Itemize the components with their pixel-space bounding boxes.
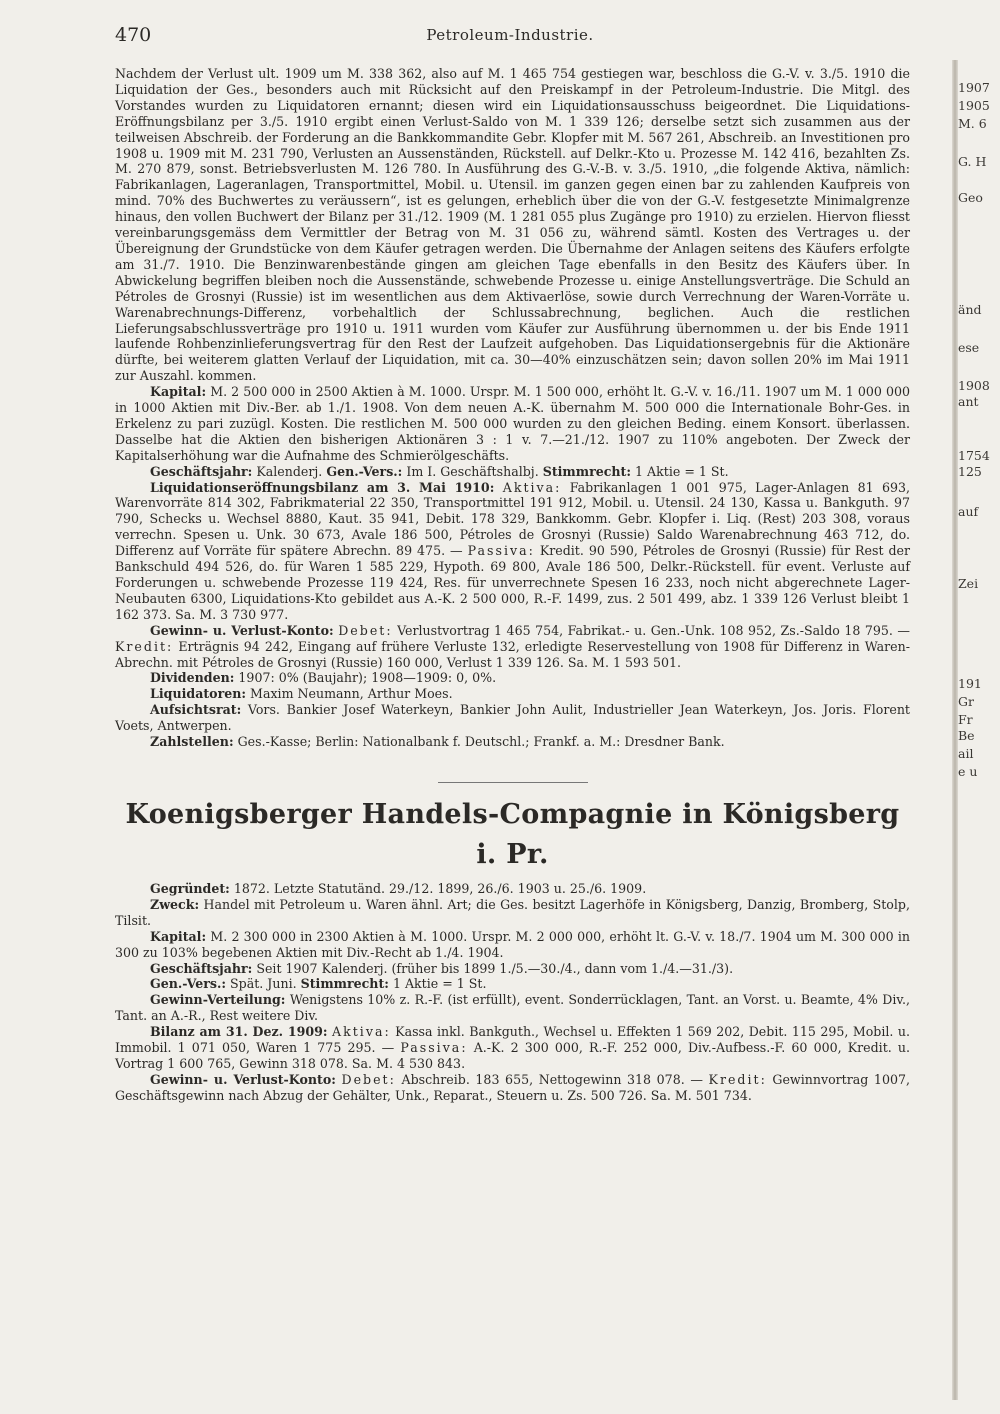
entry-gen-vers-2 [115, 976, 910, 992]
adjacent-page-strip [958, 80, 1000, 780]
entry-liquidationsbilanz [115, 480, 910, 623]
adjacent-fragment: auf [958, 504, 979, 519]
text-stimmrecht: 1 Aktie = 1 St. [635, 463, 729, 479]
word-debet-2: Debet: [341, 1071, 396, 1087]
adjacent-fragment: M. 6 [958, 116, 987, 131]
adjacent-fragment: ant [958, 394, 979, 409]
word-passiva: Passiva: [467, 543, 535, 559]
page-header [115, 24, 905, 50]
adjacent-fragment: ail [958, 746, 974, 761]
text-kapital-2: M. 2 300 000 in 2300 Aktien à M. 1000. Urspr. M. 2 000 000, erhöht lt. G.-V. v. 18./7. 1904 um M. 300 000 in 300 zu 103% begebenen Aktien mit Div.-Recht ab 1./4. 1904. [115, 928, 910, 960]
adjacent-fragment: Geo [958, 190, 983, 205]
adjacent-fragment: Fr [958, 712, 973, 727]
word-kredit: Kredit: [115, 638, 174, 654]
adjacent-fragment: 191 [958, 676, 982, 691]
text-gen-vers: Im I. Geschäftshalbj. [406, 463, 539, 479]
text-dividenden: 1907: 0% (Baujahr); 1908—1909: 0, 0%. [238, 670, 497, 686]
running-title: Petroleum-Industrie. [426, 26, 594, 44]
text-aktiva-2: Kassa inkl. Bankguth., Wechsel u. Effekten 1 569 202, Debit. 115 295, Mobil. u. Immobil. 1 071 050, Waren 1 775 295. — [115, 1024, 910, 1056]
adjacent-fragment: 1908 [958, 378, 990, 393]
label-kapital-2: Kapital: [150, 928, 207, 944]
adjacent-fragment: 1754 [958, 448, 990, 463]
adjacent-fragment: G. H [958, 154, 987, 169]
text-gegruendet: 1872. Letzte Statutänd. 29./12. 1899, 26./6. 1903 u. 25./6. 1909. [233, 880, 647, 896]
text-aufsichtsrat: Vors. Bankier Josef Waterkeyn, Bankier John Aulit, Industrieller Jean Waterkeyn, Jos. Joris. Florent Voets, Antwerpen. [115, 702, 910, 734]
word-passiva-2: Passiva: [400, 1040, 468, 1056]
entry-gewinn-verlust [115, 623, 910, 671]
label-gewinn-verlust: Gewinn- u. Verlust-Konto: [150, 622, 334, 638]
liquidation-paragraph: Nachdem der Verlust ult. 1909 um M. 338 362, also auf M. 1 465 754 gestiegen war, beschloss die G.-V. v. 3./5. 1910 die Liquidation der Ges., besonders auch mit Rücksicht auf den Preiskampf in der Petroleum-Industrie. Die Mitgl. des Vorstandes wurden zu Liquidatoren ernannt; diesen wird ein Liquidationsausschuss beigeordnet. Die Liquidations-Eröffnungsbilanz per 3./5. 1910 ergibt einen Verlust-Saldo von M. 1 339 126; derselbe setzt sich zusammen aus der teilweisen Abschreib. der Forderung an die Bankkommandite Gebr. Klopfer mit M. 567 261, Abschreib. an Investitionen pro 1908 u. 1909 mit M. 231 790, Verlusten an Aussenständen, Rückstell. auf Delkr.-Kto u. Prozesse M. 142 416, bezahlten Zs. M. 270 879, sonst. Betriebsverlusten M. 126 780. In Ausführung des G.-V.-B. v. 3./5. 1910, „die folgende Aktiva, nämlich: Fabrikanlagen, Lageranlagen, Transportmittel, Mobil. u. Utensil. im ganzen gegen einen bar zu zahlenden Kaufpreis von mind. 70% des Buchwertes zu veräussern“, ist es gelungen, erheblich über die von der G.-V. festgesetzte Minimalgrenze hinaus, den vollen Buchwert der Bilanz per 31./12. 1909 (M. 1 281 055 plus Zugänge pro 1910) zu erzielen. Hiervon fliesst vereinbarungsgemäss dem Vermittler der Betrag von M. 31 056 zu, während sämtl. Kosten des Vertrages u. der Übereignung der Grundstücke von dem Käufer getragen werden. Die Übernahme der Anlagen seitens des Käufers erfolgte am 31./7. 1910. Die Benzinwarenbestände gingen am gleichen Tage ebenfalls in den Besitz des Käufers über. In Abwickelung begriffen bleiben noch die Aussenstände, schwebende Prozesse u. einige Anstellungsverträge. Die Schuld an Pétroles de Grosnyi (Russie) ist im wesentlichen aus dem Aktivaerlöse, sowie durch Verrechnung der Waren-Vorräte u. Warenabrechnungs-Differenz, vorbehaltlich der Schlussabrechnung, beglichen. Auch die restlichen Lieferungsabschlussverträge pro 1910 u. 1911 wurden vom Käufer zur Ausführung übernommen u. der bis Ende 1911 laufende Rohbenzinlieferungsvertrag für den Rest der Laufzeit aufgehoben. Das Liquidationsergebnis für die Aktionäre dürfte, bei weiterem glatten Verlauf der Liquidation, mit ca. 30—40% einzuschätzen sein; davon sollen 20% im Mai 1911 zur Auszahl. kommen. [115, 66, 910, 384]
label-gegruendet: Gegründet: [150, 880, 230, 896]
label-aufsichtsrat: Aufsichtsrat: [150, 702, 242, 718]
label-bilanz: Bilanz am 31. Dez. 1909: [150, 1024, 328, 1040]
page-body [115, 66, 910, 1104]
entry-gewinn-verteilung [115, 992, 910, 1024]
entry-kapital [115, 384, 910, 464]
entry-zahlstellen [115, 734, 910, 750]
adjacent-fragment: Zei [958, 576, 979, 591]
label-liquidatoren: Liquidatoren: [150, 686, 247, 702]
section-divider [438, 782, 588, 783]
adjacent-fragment: Be [958, 728, 975, 743]
text-geschaeftsjahr-2: Seit 1907 Kalenderj. (früher bis 1899 1./5.—30./4., dann vom 1./4.—31./3). [256, 960, 734, 976]
label-geschaeftsjahr-2: Geschäftsjahr: [150, 960, 253, 976]
entry-zweck [115, 897, 910, 929]
text-geschaeftsjahr: Kalenderj. [256, 463, 323, 479]
text-gewinn-verteilung: Wenigstens 10% z. R.-F. (ist erfüllt), event. Sonderrücklagen, Tant. an Vorst. u. Beamte, 4% Div., Tant. an A.-R., Rest weitere Div. [115, 992, 910, 1024]
word-aktiva: Aktiva: [502, 479, 562, 495]
entry-dividenden [115, 670, 910, 686]
text-kredit-2: Gewinnvortrag 1007, Geschäftsgewinn nach Abzug der Gehälter, Unk., Reparat., Steuern u. Zs. 500 726. Sa. M. 501 734. [115, 1071, 910, 1103]
company-title: Koenigsberger Handels-Compagnie in Königsberg i. Pr. [125, 798, 900, 870]
text-stimmrecht-2: 1 Aktie = 1 St. [392, 976, 487, 992]
label-geschaeftsjahr: Geschäftsjahr: [150, 463, 253, 479]
label-gewinn-verlust-2: Gewinn- u. Verlust-Konto: [150, 1071, 336, 1087]
text-passiva: Kredit. 90 590, Pétroles de Grosnyi (Russie) für Rest der Bankschuld 494 526, do. für Waren 1 585 229, Hypoth. 69 800, Avale 186 500, Delkr.-Rückstell. für event. Verluste auf Forderungen u. schwebende Prozesse 119 424, Res. für unverrechnete Spesen 16 233, noch nicht abgerechnete Lager-Neubauten 6300, Liquidations-Kto gebildet aus A.-K. 2 500 000, R.-F. 1499, zus. 2 501 499, abz. 1 339 126 Verlust bleibt 1 162 373. Sa. M. 3 730 977. [115, 543, 911, 622]
word-kredit-2: Kredit: [708, 1071, 767, 1087]
text-kredit: Erträgnis 94 242, Eingang auf frühere Verluste 132, erledigte Reservestellung von 1908 für Differenz in Waren-Abrechn. mit Pétroles de Grosnyi (Russie) 160 000, Verlust 1 339 126. Sa. M. 1 593 501. [115, 638, 910, 670]
entry-geschaeftsjahr-2 [115, 961, 910, 977]
entry-aufsichtsrat [115, 702, 910, 734]
label-gen-vers: Gen.-Vers.: [326, 463, 403, 479]
adjacent-fragment: ese [958, 340, 980, 355]
entry-bilanz [115, 1024, 910, 1072]
label-stimmrecht: Stimmrecht: [542, 463, 632, 479]
adjacent-fragment: änd [958, 302, 982, 317]
text-kapital: M. 2 500 000 in 2500 Aktien à M. 1000. Urspr. M. 1 500 000, erhöht lt. G.-V. v. 16./11. 1907 um M. 1 000 000 in 1000 Aktien mit Div.-Ber. ab 1./1. 1908. Von dem neuen A.-K. übernahm M. 500 000 die Internationale Bohr-Ges. in Erkelenz zu pari zuzügl. Kosten. Die restlichen M. 500 000 wurden zu den gleichen Beding. einem Konsort. überlassen. Dasselbe hat die Aktien den bisherigen Aktionären 3 : 1 v. 7.—21./12. 1907 zu 110% angeboten. Der Zweck der Kapitalserhöhung war die Aufnahme des Schmierölgeschäfts. [115, 384, 910, 463]
page-number: 470 [115, 24, 152, 46]
label-stimmrecht-2: Stimmrecht: [300, 976, 389, 992]
adjacent-fragment: Gr [958, 694, 974, 709]
adjacent-fragment: 125 [958, 464, 982, 479]
text-debet: Verlustvortrag 1 465 754, Fabrikat.- u. Gen.-Unk. 108 952, Zs.-Saldo 18 795. — [397, 622, 911, 638]
text-liquidatoren: Maxim Neumann, Arthur Moes. [250, 686, 453, 702]
text-aktiva: Fabrikanlagen 1 001 975, Lager-Anlagen 81 693, Warenvorräte 814 302, Fabrikmaterial 22 350, Transportmittel 191 912, Mobil. u. Utensil. 24 130, Kassa u. Bankguth. 97 790, Schecks u. Wechsel 8880, Kaut. 35 941, Debit. 178 329, Bankkomm. Gebr. Klopfer i. Liq. (Rest) 203 308, voraus verrechn. Spesen u. Unk. 30 673, Avale 186 500, Pétroles de Grosnyi (Russie) Saldo Warenabrechnung 463 712, do. Differenz auf Vorräte für spätere Abrechn. 89 475. — [115, 479, 910, 559]
word-debet: Debet: [338, 622, 393, 638]
text-zweck: Handel mit Petroleum u. Waren ähnl. Art; die Ges. besitzt Lagerhöfe in Königsberg, Danzig, Bromberg, Stolp, Tilsit. [115, 896, 910, 928]
label-zahlstellen: Zahlstellen: [150, 734, 234, 750]
entry-liquidatoren [115, 686, 910, 702]
entry-geschaeftsjahr [115, 464, 910, 480]
text-passiva-2: A.-K. 2 300 000, R.-F. 252 000, Div.-Aufbess.-F. 60 000, Kredit. u. Vortrag 1 600 765, Gewinn 318 078. Sa. M. 4 530 843. [115, 1040, 910, 1071]
text-debet-2: Abschreib. 183 655, Nettogewinn 318 078. — [401, 1071, 703, 1087]
entry-kapital-2 [115, 929, 910, 961]
text-zahlstellen: Ges.-Kasse; Berlin: Nationalbank f. Deutschl.; Frankf. a. M.: Dresdner Bank. [237, 734, 725, 750]
label-zweck: Zweck: [150, 896, 200, 912]
adjacent-fragment: e u [958, 764, 978, 779]
text-gen-vers-2: Spät. Juni. [230, 976, 297, 992]
word-aktiva-2: Aktiva: [332, 1024, 391, 1040]
entry-gewinn-verlust-2 [115, 1072, 910, 1104]
entry-gegruendet [115, 881, 910, 897]
label-gewinn-verteilung: Gewinn-Verteilung: [150, 992, 286, 1008]
label-liquidationsbilanz: Liquidationseröffnungsbilanz am 3. Mai 1910: [150, 479, 495, 495]
label-dividenden: Dividenden: [150, 670, 235, 686]
adjacent-fragment: 1907 [958, 80, 990, 95]
adjacent-fragment: 1905 [958, 98, 990, 113]
label-gen-vers-2: Gen.-Vers.: [150, 976, 227, 992]
label-kapital: Kapital: [150, 384, 207, 400]
